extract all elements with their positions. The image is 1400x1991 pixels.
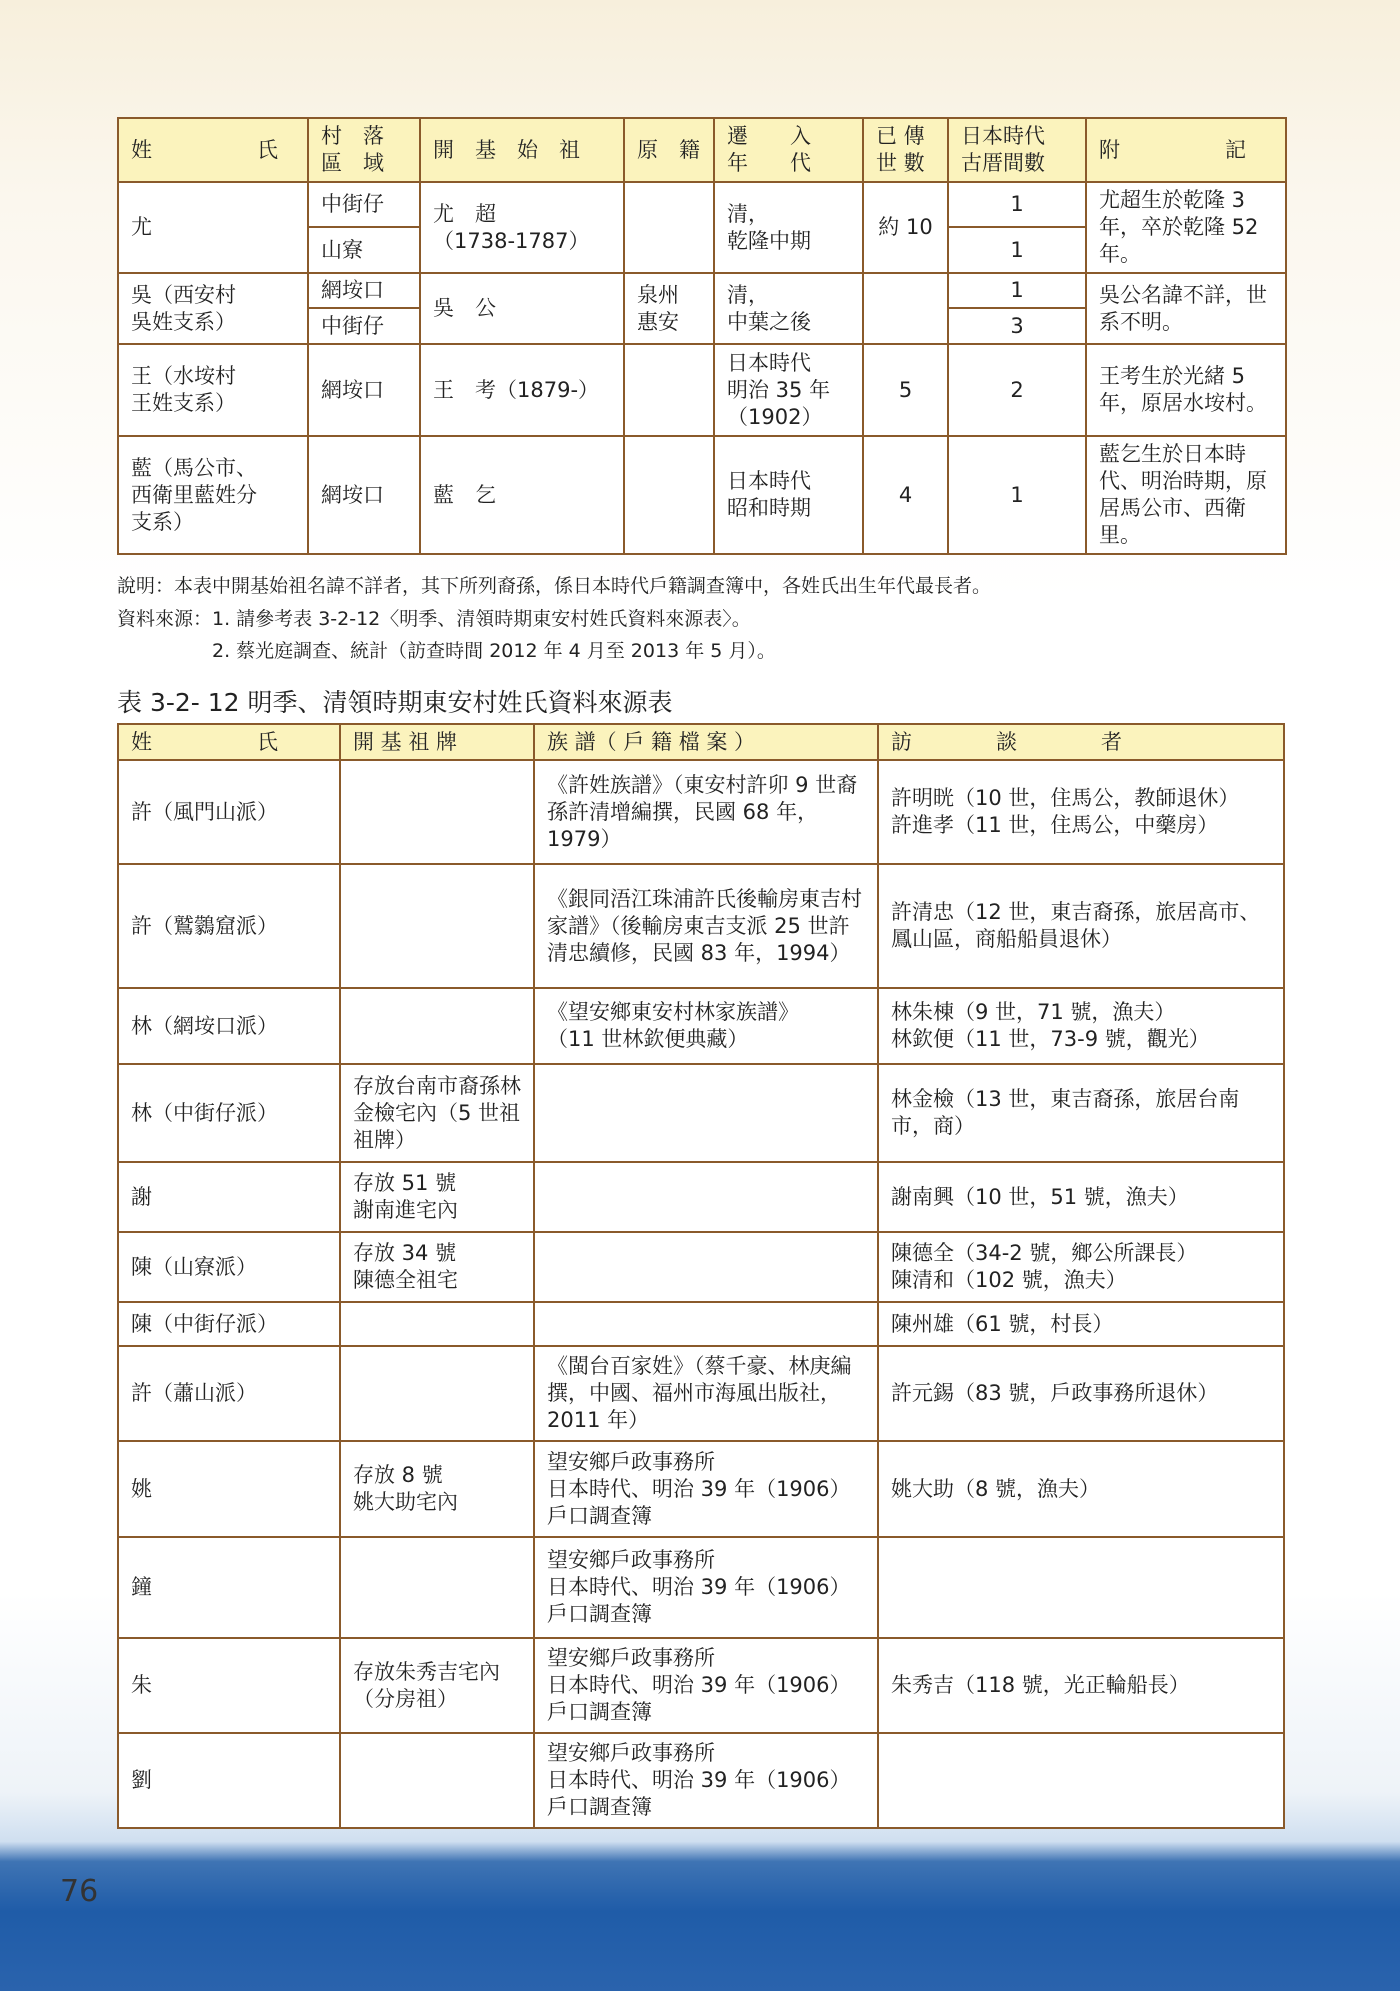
ancestor-tablet-cell bbox=[340, 988, 534, 1064]
table-row bbox=[118, 1537, 1284, 1638]
village-cell: 網垵口 bbox=[308, 344, 420, 436]
surname-cell: 陳（山寮派） bbox=[118, 1232, 340, 1302]
generations-cell: 約 10 bbox=[863, 182, 948, 273]
interviewee-cell: 許元錫（83 號，戶政事務所退休） bbox=[878, 1346, 1284, 1441]
table-row bbox=[118, 344, 1286, 436]
table-row bbox=[118, 864, 1284, 988]
founder-cell: 尤 超 （1738-1787） bbox=[420, 182, 624, 273]
village-cell: 山寮 bbox=[308, 227, 420, 273]
interviewee-cell: 陳德全（34-2 號，鄉公所課長） 陳清和（102 號，漁夫） bbox=[878, 1232, 1284, 1302]
note-cell: 藍乞生於日本時代、明治時期，原居馬公市、西衛里。 bbox=[1086, 436, 1286, 554]
page-number: 76 bbox=[60, 1874, 99, 1909]
founder-cell: 王 考（1879-） bbox=[420, 344, 624, 436]
surname-cell: 謝 bbox=[118, 1162, 340, 1232]
table-row bbox=[118, 436, 1286, 554]
column-header: 開 基 始 祖 bbox=[420, 118, 624, 182]
genealogy-cell bbox=[534, 1232, 878, 1302]
houses-cell: 1 bbox=[948, 273, 1086, 308]
surname-origin-table bbox=[117, 117, 1287, 555]
genealogy-cell: 《銀同浯江珠浦許氏後輸房東吉村家譜》（後輸房東吉支派 25 世許清忠續修，民國 83 年，1994） bbox=[534, 864, 878, 988]
table-row bbox=[118, 273, 1286, 308]
data-source-note-1: 資料來源：1. 請參考表 3-2-12〈明季、清領時期東安村姓氏資料來源表〉。 bbox=[117, 608, 751, 630]
founder-cell: 藍 乞 bbox=[420, 436, 624, 554]
surname-cell: 劉 bbox=[118, 1733, 340, 1828]
houses-cell: 2 bbox=[948, 344, 1086, 436]
table-title: 表 3-2- 12 明季、清領時期東安村姓氏資料來源表 bbox=[117, 688, 673, 717]
interviewee-cell: 林金檢（13 世，東吉裔孫，旅居台南市，商） bbox=[878, 1064, 1284, 1162]
generations-cell bbox=[863, 273, 948, 344]
column-header: 日本時代 古厝間數 bbox=[948, 118, 1086, 182]
surname-cell: 朱 bbox=[118, 1638, 340, 1733]
genealogy-cell: 《許姓族譜》（東安村許卯 9 世裔孫許清增編撰，民國 68 年，1979） bbox=[534, 760, 878, 864]
interviewee-cell: 姚大助（8 號，漁夫） bbox=[878, 1441, 1284, 1537]
interviewee-cell: 許清忠（12 世，東吉裔孫，旅居高市、鳳山區，商船船員退休） bbox=[878, 864, 1284, 988]
column-header: 姓 氏 bbox=[118, 118, 308, 182]
origin-cell: 泉州 惠安 bbox=[624, 273, 714, 344]
generations-cell: 5 bbox=[863, 344, 948, 436]
village-cell: 中街仔 bbox=[308, 182, 420, 227]
ancestor-tablet-cell bbox=[340, 1302, 534, 1346]
ancestor-tablet-cell bbox=[340, 864, 534, 988]
column-header: 村 落 區 域 bbox=[308, 118, 420, 182]
genealogy-cell: 望安鄉戶政事務所 日本時代、明治 39 年（1906） 戶口調查簿 bbox=[534, 1537, 878, 1638]
interviewee-cell bbox=[878, 1733, 1284, 1828]
table-row bbox=[118, 1346, 1284, 1441]
column-header: 原 籍 bbox=[624, 118, 714, 182]
interviewee-cell: 許明晄（10 世，住馬公，教師退休） 許進孝（11 世，住馬公，中藥房） bbox=[878, 760, 1284, 864]
ancestor-tablet-cell: 存放 51 號 謝南進宅內 bbox=[340, 1162, 534, 1232]
table-row bbox=[118, 182, 1286, 227]
column-header: 附 記 bbox=[1086, 118, 1286, 182]
surname-cell: 許（鷲鸏窟派） bbox=[118, 864, 340, 988]
surname-cell: 許（風門山派） bbox=[118, 760, 340, 864]
table-row bbox=[118, 1441, 1284, 1537]
origin-cell bbox=[624, 344, 714, 436]
column-header: 已 傳 世 數 bbox=[863, 118, 948, 182]
houses-cell: 3 bbox=[948, 308, 1086, 344]
village-cell: 網垵口 bbox=[308, 436, 420, 554]
note-cell: 吳公名諱不詳，世系不明。 bbox=[1086, 273, 1286, 344]
surname-cell: 陳（中街仔派） bbox=[118, 1302, 340, 1346]
surname-cell: 吳（西安村 吳姓支系） bbox=[118, 273, 308, 344]
table-row bbox=[118, 1064, 1284, 1162]
ancestor-tablet-cell: 存放 8 號 姚大助宅內 bbox=[340, 1441, 534, 1537]
generations-cell: 4 bbox=[863, 436, 948, 554]
migration-cell: 清， 乾隆中期 bbox=[714, 182, 863, 273]
column-header: 開 基 祖 牌 bbox=[340, 724, 534, 760]
column-header: 族 譜（ 戶 籍 檔 案 ） bbox=[534, 724, 878, 760]
table-row bbox=[118, 760, 1284, 864]
migration-cell: 日本時代 昭和時期 bbox=[714, 436, 863, 554]
genealogy-cell: 《閩台百家姓》（蔡千豪、林庚編撰，中國、福州市海風出版社，2011 年） bbox=[534, 1346, 878, 1441]
note-cell: 王考生於光緒 5 年，原居水垵村。 bbox=[1086, 344, 1286, 436]
genealogy-cell bbox=[534, 1064, 878, 1162]
table-row bbox=[118, 1733, 1284, 1828]
table-explanation-note: 說明：本表中開基始祖名諱不詳者，其下所列裔孫，係日本時代戶籍調查簿中，各姓氏出生年代最長者。 bbox=[117, 575, 992, 597]
interviewee-cell: 朱秀吉（118 號，光正輪船長） bbox=[878, 1638, 1284, 1733]
surname-cell: 鐘 bbox=[118, 1537, 340, 1638]
surname-cell: 藍（馬公市、 西衛里藍姓分 支系） bbox=[118, 436, 308, 554]
houses-cell: 1 bbox=[948, 182, 1086, 227]
village-cell: 中街仔 bbox=[308, 308, 420, 344]
interviewee-cell: 林朱棟（9 世，71 號，漁夫） 林欽便（11 世，73-9 號，觀光） bbox=[878, 988, 1284, 1064]
ancestor-tablet-cell: 存放朱秀吉宅內（分房祖） bbox=[340, 1638, 534, 1733]
note-cell: 尤超生於乾隆 3 年，卒於乾隆 52 年。 bbox=[1086, 182, 1286, 273]
surname-cell: 王（水垵村 王姓支系） bbox=[118, 344, 308, 436]
origin-cell bbox=[624, 182, 714, 273]
migration-cell: 日本時代 明治 35 年 （1902） bbox=[714, 344, 863, 436]
table-row bbox=[118, 1232, 1284, 1302]
data-source-note-2: 2. 蔡光庭調查、統計（訪查時間 2012 年 4 月至 2013 年 5 月）。 bbox=[117, 640, 776, 662]
column-header: 訪 談 者 bbox=[878, 724, 1284, 760]
interviewee-cell: 謝南興（10 世，51 號，漁夫） bbox=[878, 1162, 1284, 1232]
surname-cell: 尤 bbox=[118, 182, 308, 273]
ancestor-tablet-cell: 存放 34 號 陳德全祖宅 bbox=[340, 1232, 534, 1302]
genealogy-cell: 望安鄉戶政事務所 日本時代、明治 39 年（1906） 戶口調查簿 bbox=[534, 1441, 878, 1537]
interviewee-cell bbox=[878, 1537, 1284, 1638]
ancestor-tablet-cell bbox=[340, 760, 534, 864]
surname-cell: 許（蕭山派） bbox=[118, 1346, 340, 1441]
surname-cell: 林（網垵口派） bbox=[118, 988, 340, 1064]
interviewee-cell: 陳州雄（61 號，村長） bbox=[878, 1302, 1284, 1346]
surname-cell: 姚 bbox=[118, 1441, 340, 1537]
genealogy-cell bbox=[534, 1162, 878, 1232]
column-header: 姓 氏 bbox=[118, 724, 340, 760]
founder-cell: 吳 公 bbox=[420, 273, 624, 344]
ancestor-tablet-cell bbox=[340, 1537, 534, 1638]
ancestor-tablet-cell bbox=[340, 1346, 534, 1441]
column-header: 遷 入 年 代 bbox=[714, 118, 863, 182]
genealogy-cell bbox=[534, 1302, 878, 1346]
table-row bbox=[118, 988, 1284, 1064]
origin-cell bbox=[624, 436, 714, 554]
genealogy-cell: 望安鄉戶政事務所 日本時代、明治 39 年（1906） 戶口調查簿 bbox=[534, 1733, 878, 1828]
table-row bbox=[118, 1638, 1284, 1733]
table-row bbox=[118, 1302, 1284, 1346]
village-cell: 網垵口 bbox=[308, 273, 420, 308]
houses-cell: 1 bbox=[948, 436, 1086, 554]
ancestor-tablet-cell: 存放台南市裔孫林金檢宅內（5 世祖祖牌） bbox=[340, 1064, 534, 1162]
migration-cell: 清， 中葉之後 bbox=[714, 273, 863, 344]
surname-source-table bbox=[117, 723, 1285, 1829]
surname-cell: 林（中街仔派） bbox=[118, 1064, 340, 1162]
genealogy-cell: 《望安鄉東安村林家族譜》 （11 世林欽便典藏） bbox=[534, 988, 878, 1064]
houses-cell: 1 bbox=[948, 227, 1086, 273]
genealogy-cell: 望安鄉戶政事務所 日本時代、明治 39 年（1906） 戶口調查簿 bbox=[534, 1638, 878, 1733]
table-row bbox=[118, 1162, 1284, 1232]
ancestor-tablet-cell bbox=[340, 1733, 534, 1828]
